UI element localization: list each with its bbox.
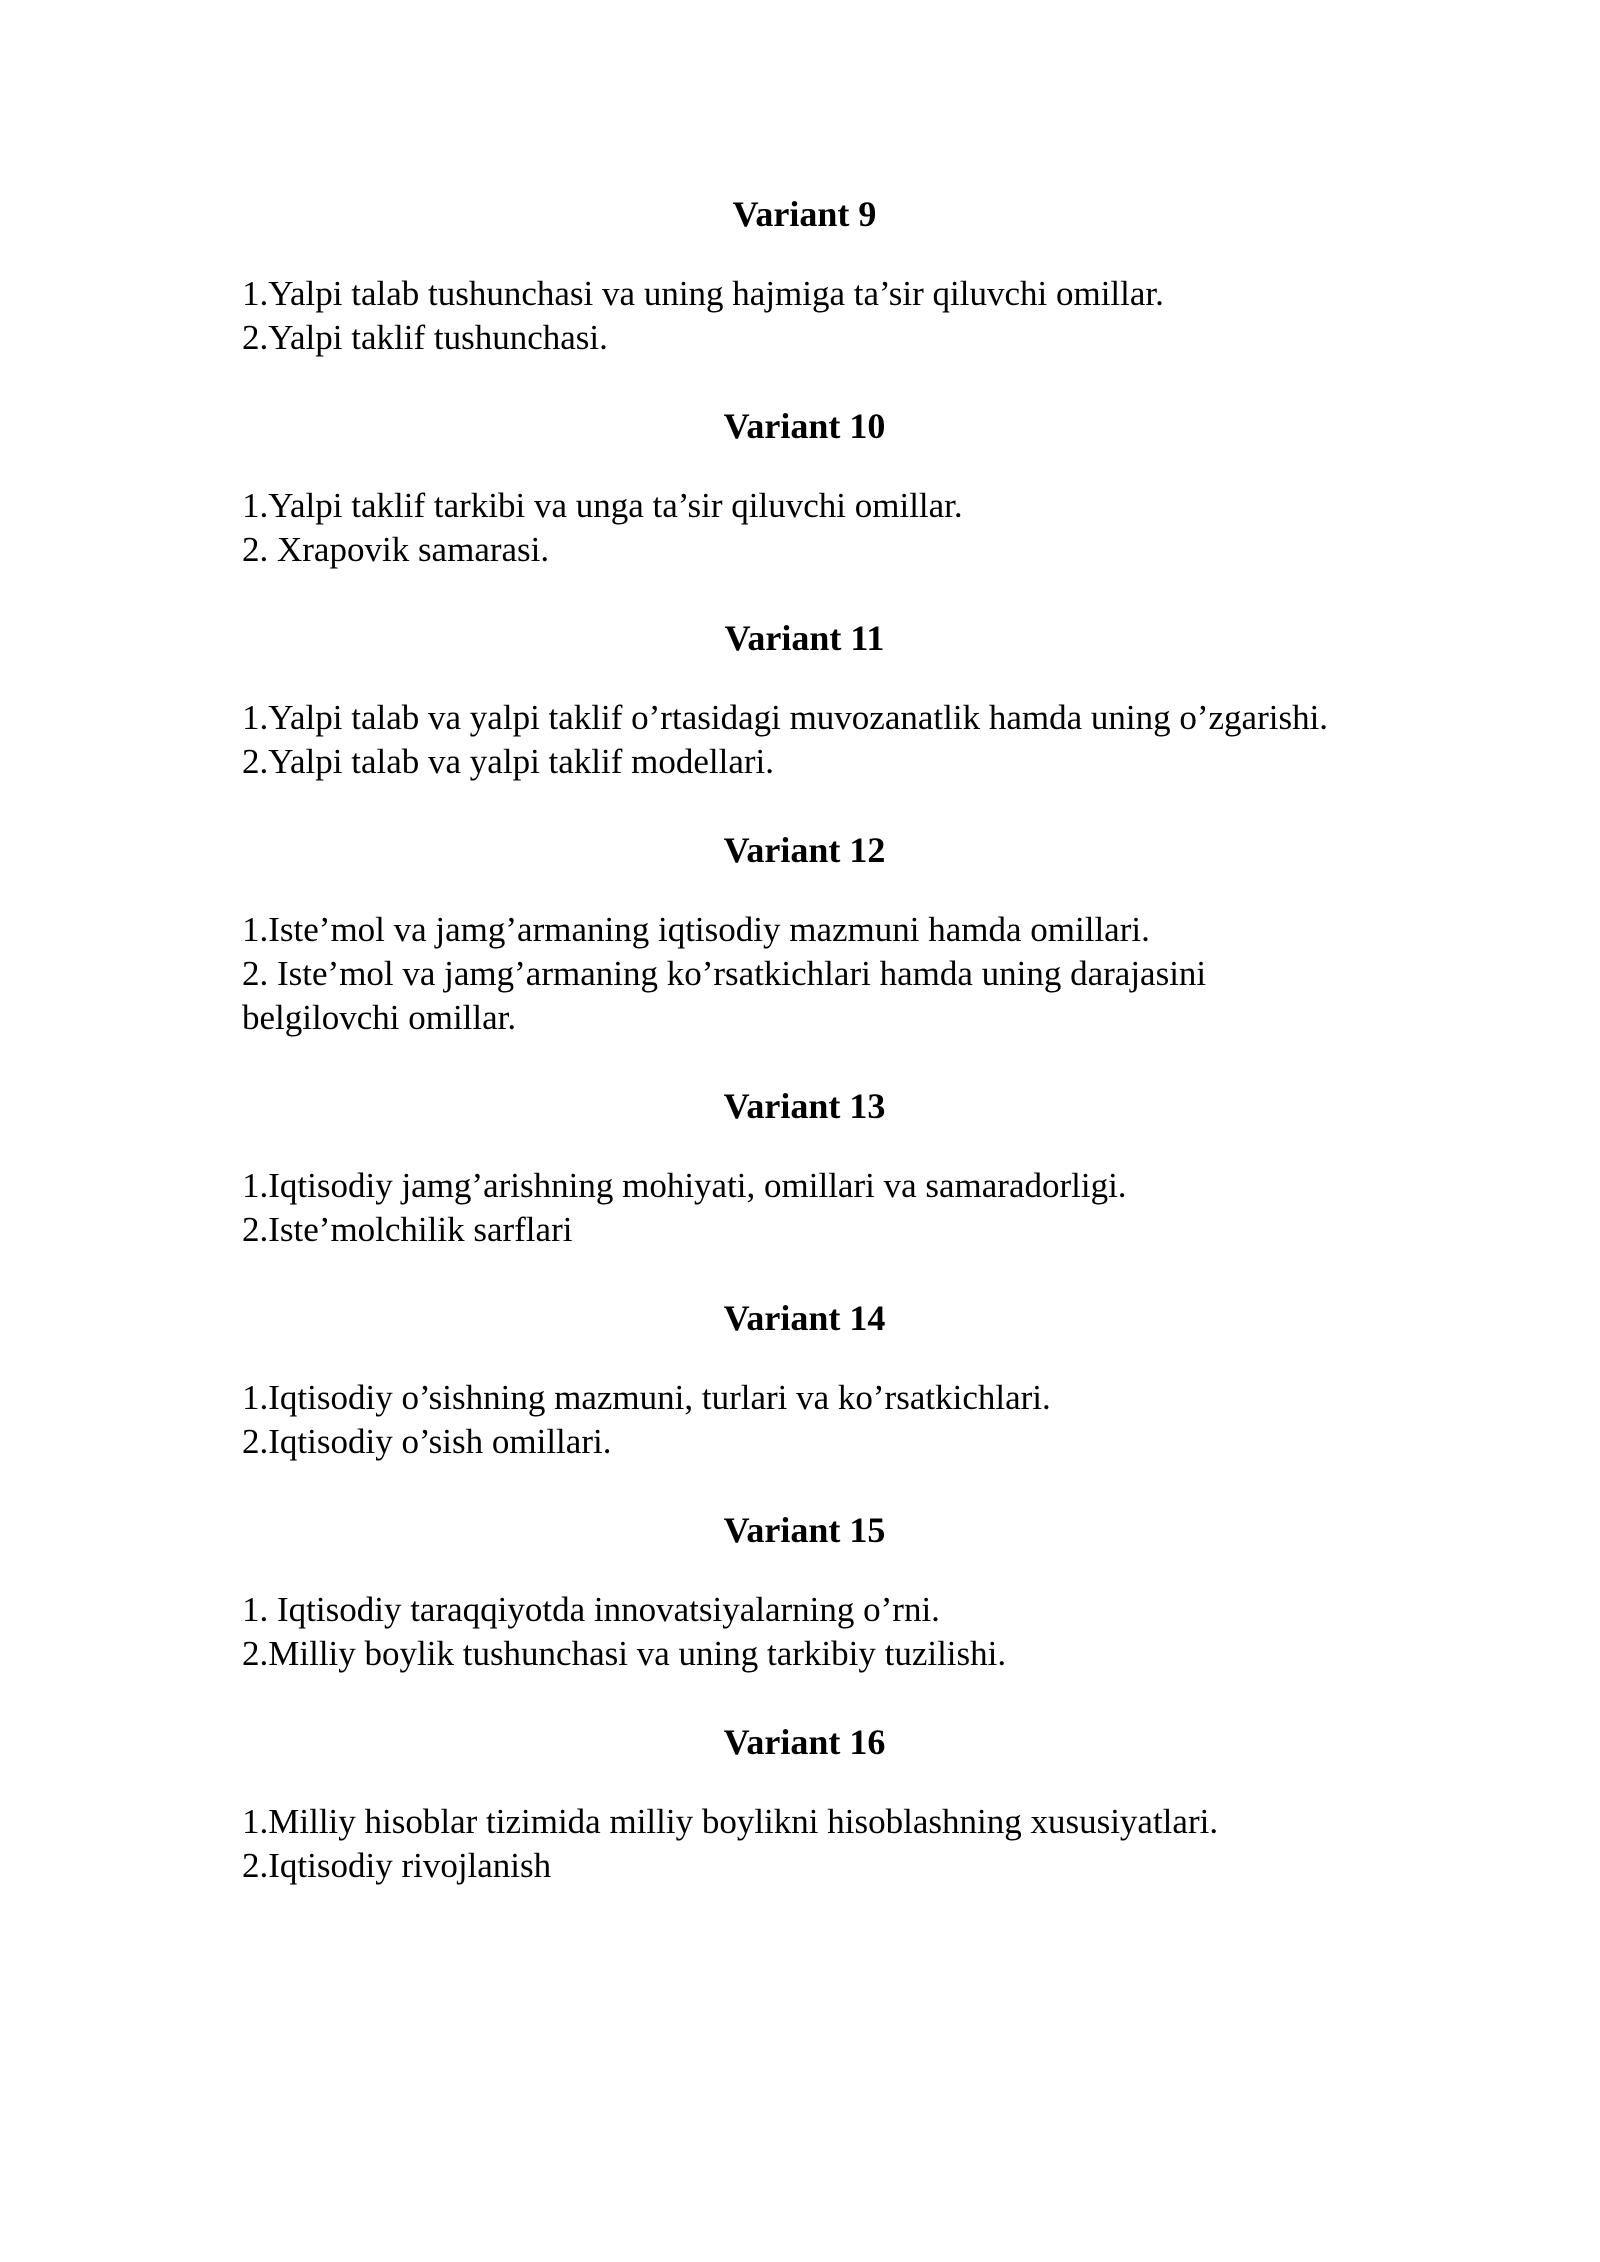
variant-section — [242, 1720, 1367, 1888]
variant-title: Variant 15 — [723, 1510, 886, 1550]
question-item: 2.Yalpi talab va yalpi taklif modellari. — [242, 742, 775, 781]
question-item: 1.Iqtisodiy o’sishning mazmuni, turlari va ko’rsatkichlari. — [242, 1378, 1051, 1417]
question-item: 2.Iste’molchilik sarflari — [242, 1210, 573, 1249]
variant-title: Variant 14 — [723, 1298, 886, 1338]
question-item: 2.Iqtisodiy rivojlanish — [242, 1846, 552, 1885]
variant-section — [242, 1084, 1367, 1252]
question-item: 2.Yalpi taklif tushunchasi. — [242, 318, 608, 357]
question-item: 2.Iqtisodiy o’sish omillari. — [242, 1422, 612, 1461]
variant-title: Variant 16 — [723, 1722, 886, 1762]
question-item: 1.Iqtisodiy jamg’arishning mohiyati, omillari va samaradorligi. — [242, 1166, 1127, 1205]
variant-section — [242, 192, 1367, 360]
question-item: 1.Yalpi talab va yalpi taklif o’rtasidagi muvozanatlik hamda uning o’zgarishi. — [242, 698, 1329, 737]
document-content — [242, 192, 1367, 1888]
question-item: 1.Iste’mol va jamg’armaning iqtisodiy mazmuni hamda omillari. — [242, 910, 1150, 949]
variant-title: Variant 11 — [724, 618, 885, 658]
variant-section — [242, 616, 1367, 784]
question-item: 2. Xrapovik samarasi. — [242, 530, 550, 569]
variant-title: Variant 9 — [732, 194, 877, 234]
variant-title: Variant 10 — [723, 406, 886, 446]
variant-section — [242, 828, 1367, 1040]
question-item: 1.Yalpi talab tushunchasi va uning hajmiga ta’sir qiluvchi omillar. — [242, 274, 1164, 313]
question-item: 1. Iqtisodiy taraqqiyotda innovatsiyalarning o’rni. — [242, 1590, 940, 1629]
variant-section — [242, 404, 1367, 572]
variant-title: Variant 13 — [723, 1086, 886, 1126]
variant-title: Variant 12 — [723, 830, 886, 870]
question-item: 1.Milliy hisoblar tizimida milliy boylikni hisoblashning xususiyatlari. — [242, 1802, 1219, 1841]
question-item: 2. Iste’mol va jamg’armaning ko’rsatkichlari hamda uning darajasini belgilovchi omillar. — [242, 954, 1207, 1037]
variant-section — [242, 1508, 1367, 1676]
question-item: 1.Yalpi taklif tarkibi va unga ta’sir qiluvchi omillar. — [242, 486, 963, 525]
question-item: 2.Milliy boylik tushunchasi va uning tarkibiy tuzilishi. — [242, 1634, 1007, 1673]
variant-section — [242, 1296, 1367, 1464]
